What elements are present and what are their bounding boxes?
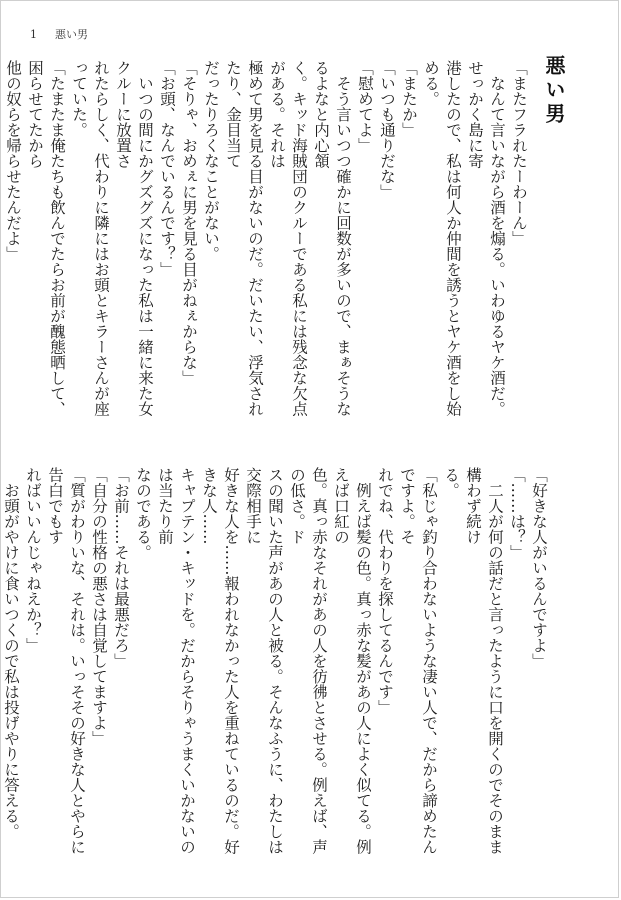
text-line: 例えば髪の色。真っ赤な髪があの人によく似てる。例えば口紅の: [332, 467, 372, 855]
text-line: れでね、代わりを探してるんです」: [376, 467, 394, 715]
text-line: 「いつも通りだな」: [378, 60, 396, 200]
text-line: 「お頭、なんでいるんです？」: [158, 60, 176, 277]
text-line: なんて言いながら酒を煽る。いわゆるヤケ酒だ。せっかく島に寄: [466, 60, 506, 417]
text-line: 極めて男を見る目がないのだ。だいたい、浮気されたり、金目当て: [224, 60, 264, 417]
text-block-top: [4, 60, 530, 425]
text-line: 「自分の性格の悪さは自覚してますよ」: [90, 467, 108, 746]
text-line: く。キッド海賊団のクルーである私には残念な欠点がある。それは: [268, 60, 308, 417]
text-line: 「……は？」: [508, 467, 526, 560]
text-line: 港したので、私は何人か仲間を誘うとヤケ酒をし始める。: [422, 60, 462, 417]
text-line: 「好きな人がいるんですよ」: [530, 467, 548, 669]
running-title: 悪い男: [55, 28, 88, 41]
text-line: 好きな人を……報われなかった人を重ねているのだ。好きな人……: [200, 467, 240, 855]
page-number: 1: [30, 27, 37, 41]
text-line: スの聞いた声があの人と被る。そんなふうに、わたしは交際相手に: [244, 467, 284, 855]
text-line: 「慰めてよ」: [356, 60, 374, 153]
text-line: 「またか」: [400, 60, 418, 138]
text-line: 他の奴らを帰らせたんだよ」: [4, 60, 22, 262]
text-line: る。: [442, 467, 460, 498]
text-line: だったりろくなことがない。: [202, 60, 220, 262]
text-line: なのである。: [134, 467, 152, 560]
text-line: 「そりゃ、おめぇに男を見る目がねぇからな」: [180, 60, 198, 386]
text-line: 「またフラれたーわーん」: [510, 60, 528, 246]
text-line: 色。真っ赤なそれがあの人を彷彿とさせる。例えば、声の低さ。ド: [288, 467, 328, 855]
text-line: 二人が何の話だと言ったように口を開くのでそのまま構わず続け: [464, 467, 504, 855]
text-line: いつの間にかグズグズになった私は一緒に来た女クルーに放置さ: [114, 60, 154, 417]
text-block-bottom: [2, 467, 550, 862]
text-line: そう言いつつ確かに回数が多いので、まぁそうなるよなと内心頷: [312, 60, 352, 417]
text-line: 「お前……それは最悪だろ」: [112, 467, 130, 669]
page-header: [30, 25, 88, 43]
text-line: れたらしく、代わりに隣にはお頭とキラーさんが座っていた。: [70, 60, 110, 417]
text-line: お頭がやけに食いつくので私は投げやりに答える。: [2, 467, 20, 839]
text-line: キャプテン・キッドを。だからそりゃうまくいかないのは当たり前: [156, 467, 196, 855]
text-line: 「質がわりいな、それは。いっそその好きな人とやらに告白でもす: [46, 467, 86, 855]
text-line: ればいいんじゃねえか？」: [24, 467, 42, 653]
chapter-title: 悪い男: [542, 55, 566, 127]
text-line: 「私じゃ釣り合わないような凄い人で、だから諦めたんですよ。そ: [398, 467, 438, 855]
text-line: 「たまたま俺たちも飲んでたらお前が醜態晒して、困らせてたから: [26, 60, 66, 417]
